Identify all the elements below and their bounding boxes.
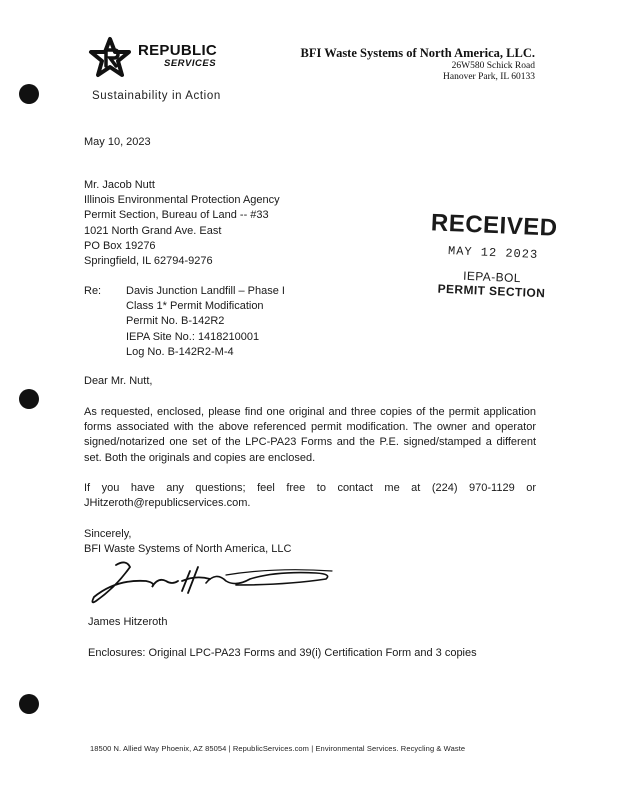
stamp-date: MAY 12 2023 bbox=[447, 244, 539, 262]
brand-subtitle: SERVICES bbox=[164, 58, 217, 69]
signer-name: James Hitzeroth bbox=[88, 616, 168, 628]
recipient-line: 1021 North Grand Ave. East bbox=[84, 224, 222, 237]
closing-block bbox=[84, 527, 291, 557]
recipient-line: Illinois Environmental Protection Agency bbox=[84, 194, 280, 207]
subject-line: Class 1* Permit Modification bbox=[126, 300, 264, 313]
recipient-line: PO Box 19276 bbox=[84, 239, 156, 252]
subject-line: IEPA Site No.: 1418210001 bbox=[126, 330, 260, 343]
enclosures: Enclosures: Original LPC-PA23 Forms and 39(i) Certification Form and 3 copies bbox=[88, 647, 477, 659]
letter-date: May 10, 2023 bbox=[84, 136, 151, 148]
recipient-line: Mr. Jacob Nutt bbox=[84, 179, 155, 191]
tagline: Sustainability in Action bbox=[92, 90, 221, 102]
body-paragraph-1: As requested, enclosed, please find one original and three copies of the permit application forms associated with the above referenced permit modification. The owner and operator signed/notarized one set of the LPC-PA23 Forms and the P.E. signed/stamped a different set. Both the originals and copies are enclosed. bbox=[84, 406, 536, 464]
recipient-line: Springfield, IL 62794-9276 bbox=[84, 255, 213, 268]
punch-hole-1 bbox=[19, 84, 39, 104]
punch-hole-2 bbox=[19, 389, 39, 409]
punch-hole-3 bbox=[19, 694, 39, 714]
company-address-line1: 26W580 Schick Road bbox=[451, 61, 535, 71]
closing: Sincerely, bbox=[84, 528, 132, 540]
subject-line: Log No. B-142R2-M-4 bbox=[126, 345, 234, 358]
company-address-block bbox=[301, 46, 535, 83]
closing-company: BFI Waste Systems of North America, LLC bbox=[84, 543, 292, 556]
subject-line: Davis Junction Landfill – Phase I bbox=[126, 285, 285, 297]
brand-name: REPUBLIC bbox=[138, 42, 218, 59]
salutation: Dear Mr. Nutt, bbox=[84, 375, 153, 387]
republic-star-icon bbox=[88, 36, 132, 80]
stamp-org: IEPA-BOL bbox=[462, 268, 522, 286]
recipient-line: Permit Section, Bureau of Land -- #33 bbox=[84, 209, 269, 222]
stamp-title: RECEIVED bbox=[430, 209, 559, 242]
company-address-line2: Hanover Park, IL 60133 bbox=[443, 72, 535, 82]
re-label: Re: bbox=[84, 285, 102, 297]
footer: 18500 N. Allied Way Phoenix, AZ 85054 | RepublicServices.com | Environmental Services. Recycling & Waste bbox=[90, 744, 466, 753]
subject-line: Permit No. B-142R2 bbox=[126, 315, 225, 328]
stamp-section: PERMIT SECTION bbox=[437, 281, 546, 301]
received-stamp bbox=[406, 208, 580, 301]
company-name: BFI Waste Systems of North America, LLC. bbox=[300, 46, 535, 60]
handwritten-signature bbox=[86, 557, 356, 607]
body-paragraph-2: If you have any questions; feel free to contact me at (224) 970-1129 or JHitzeroth@republicservices.com. bbox=[84, 482, 536, 510]
recipient-address bbox=[84, 178, 280, 269]
subject-block bbox=[126, 284, 285, 360]
